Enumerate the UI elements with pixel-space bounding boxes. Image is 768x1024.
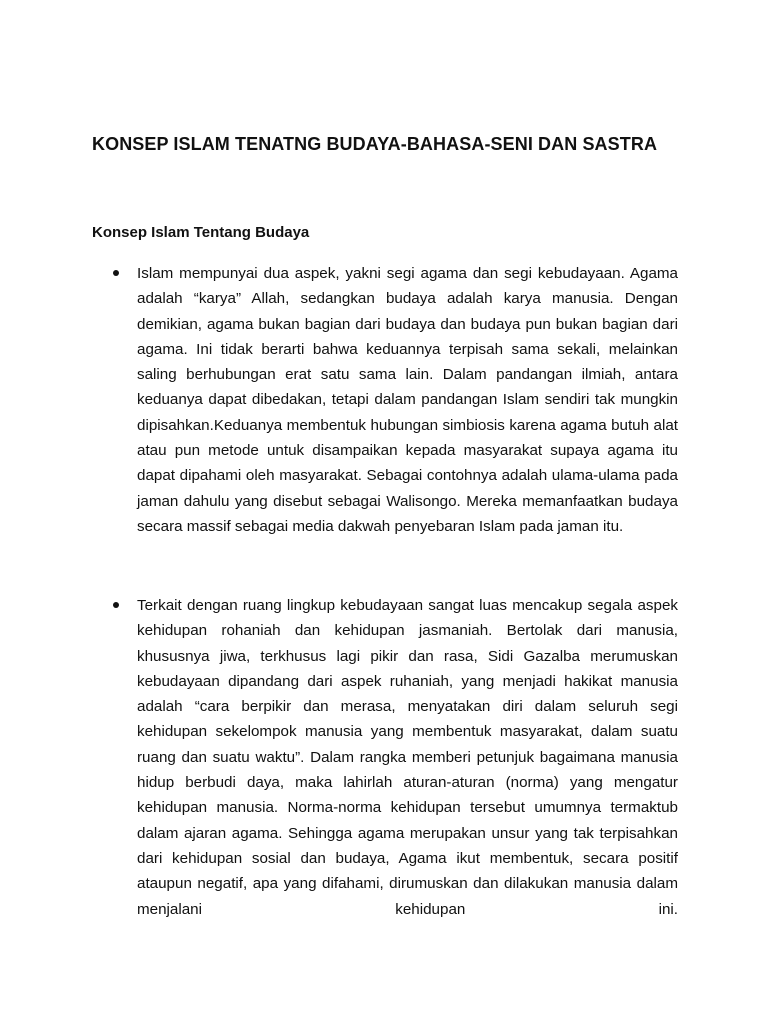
bullet-list-1 [92, 261, 678, 539]
bullet-list-2 [92, 593, 678, 922]
paragraph-text: Islam mempunyai dua aspek, yakni segi agama dan segi kebudayaan. Agama adalah “karya” Allah, sedangkan budaya adalah karya manusia. Dengan demikian, agama bukan bagian dari budaya dan budaya pun bukan bagian dari agama. Ini tidak berarti bahwa keduannya terpisah sama sekali, melainkan saling berhubungan erat satu sama lain. Dalam pandangan ilmiah, antara keduanya dapat dibedakan, tetapi dalam pandangan Islam sendiri tak mungkin dipisahkan.Keduanya membentuk hubungan simbiosis karena agama butuh alat atau pun metode untuk disampaikan kepada masyarakat supaya agama itu dapat dipahami oleh masyarakat. Sebagai contohnya adalah ulama-ulama pada jaman dahulu yang disebut sebagai Walisongo. Mereka memanfaatkan budaya secara massif sebagai media dakwah penyebaran Islam pada jaman itu. [137, 265, 678, 535]
section-heading: Konsep Islam Tentang Budaya [92, 224, 310, 241]
list-item [92, 593, 678, 922]
paragraph-text: Terkait dengan ruang lingkup kebudayaan sangat luas mencakup segala aspek kehidupan rohaniah dan kehidupan jasmaniah. Bertolak dari manusia, khususnya jiwa, terkhusus lagi pikir dan rasa, Sidi Gazalba merumuskan kebudayaan dipandang dari aspek ruhaniah, yang menjadi hakikat manusia adalah “cara berpikir dan merasa, menyatakan diri dalam seluruh segi kehidupan sekelompok manusia yang membentuk masyarakat, dalam suatu ruang dan suatu waktu”. Dalam rangka memberi petunjuk bagaimana manusia hidup berbudi daya, maka lahirlah aturan-aturan (norma) yang mengatur kehidupan manusia. Norma-norma kehidupan tersebut umumnya termaktub dalam ajaran agama. Sehingga agama merupakan unsur yang tak terpisahkan dari kehidupan sosial dan budaya, Agama ikut membentuk, secara positif ataupun negatif, apa yang difahami, dirumuskan dan dilakukan manusia dalam menjalani kehidupan ini. [137, 597, 678, 918]
list-item [92, 261, 678, 539]
bullet-icon [113, 270, 119, 276]
bullet-icon [113, 602, 119, 608]
document-title: KONSEP ISLAM TENATNG BUDAYA-BAHASA-SENI DAN SASTRA [92, 134, 658, 154]
